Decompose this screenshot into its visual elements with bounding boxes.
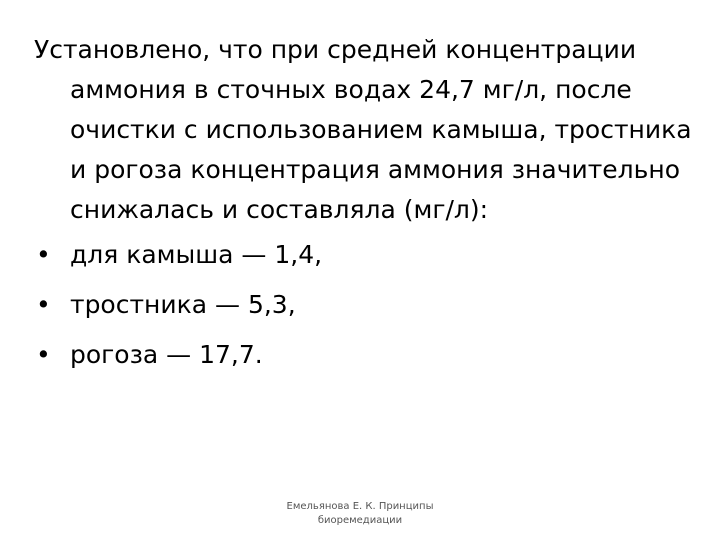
slide-footer: Емельянова Е. К. Принципы биоремедиации: [286, 501, 434, 526]
bullet-text: тростника — 5,3,: [70, 290, 296, 319]
bullet-marker: •: [36, 340, 51, 369]
bullet-item-cattail: [34, 330, 694, 380]
bullet-item-cattail-reed: [34, 230, 694, 280]
bullet-marker: •: [36, 290, 51, 319]
bullet-list: [34, 230, 694, 380]
bullet-text: для камыша — 1,4,: [70, 240, 323, 269]
intro-paragraph: Установлено, что при средней концентрации аммония в сточных водах 24,7 мг/л, после очистки с использованием камыша, тростника и рогоза концентрация аммония значительно снижалась и составляла (мг/л):: [34, 35, 692, 224]
bullet-text: рогоза — 17,7.: [70, 340, 263, 369]
slide-content: [34, 30, 694, 380]
bullet-marker: •: [36, 240, 51, 269]
bullet-item-reed: [34, 280, 694, 330]
